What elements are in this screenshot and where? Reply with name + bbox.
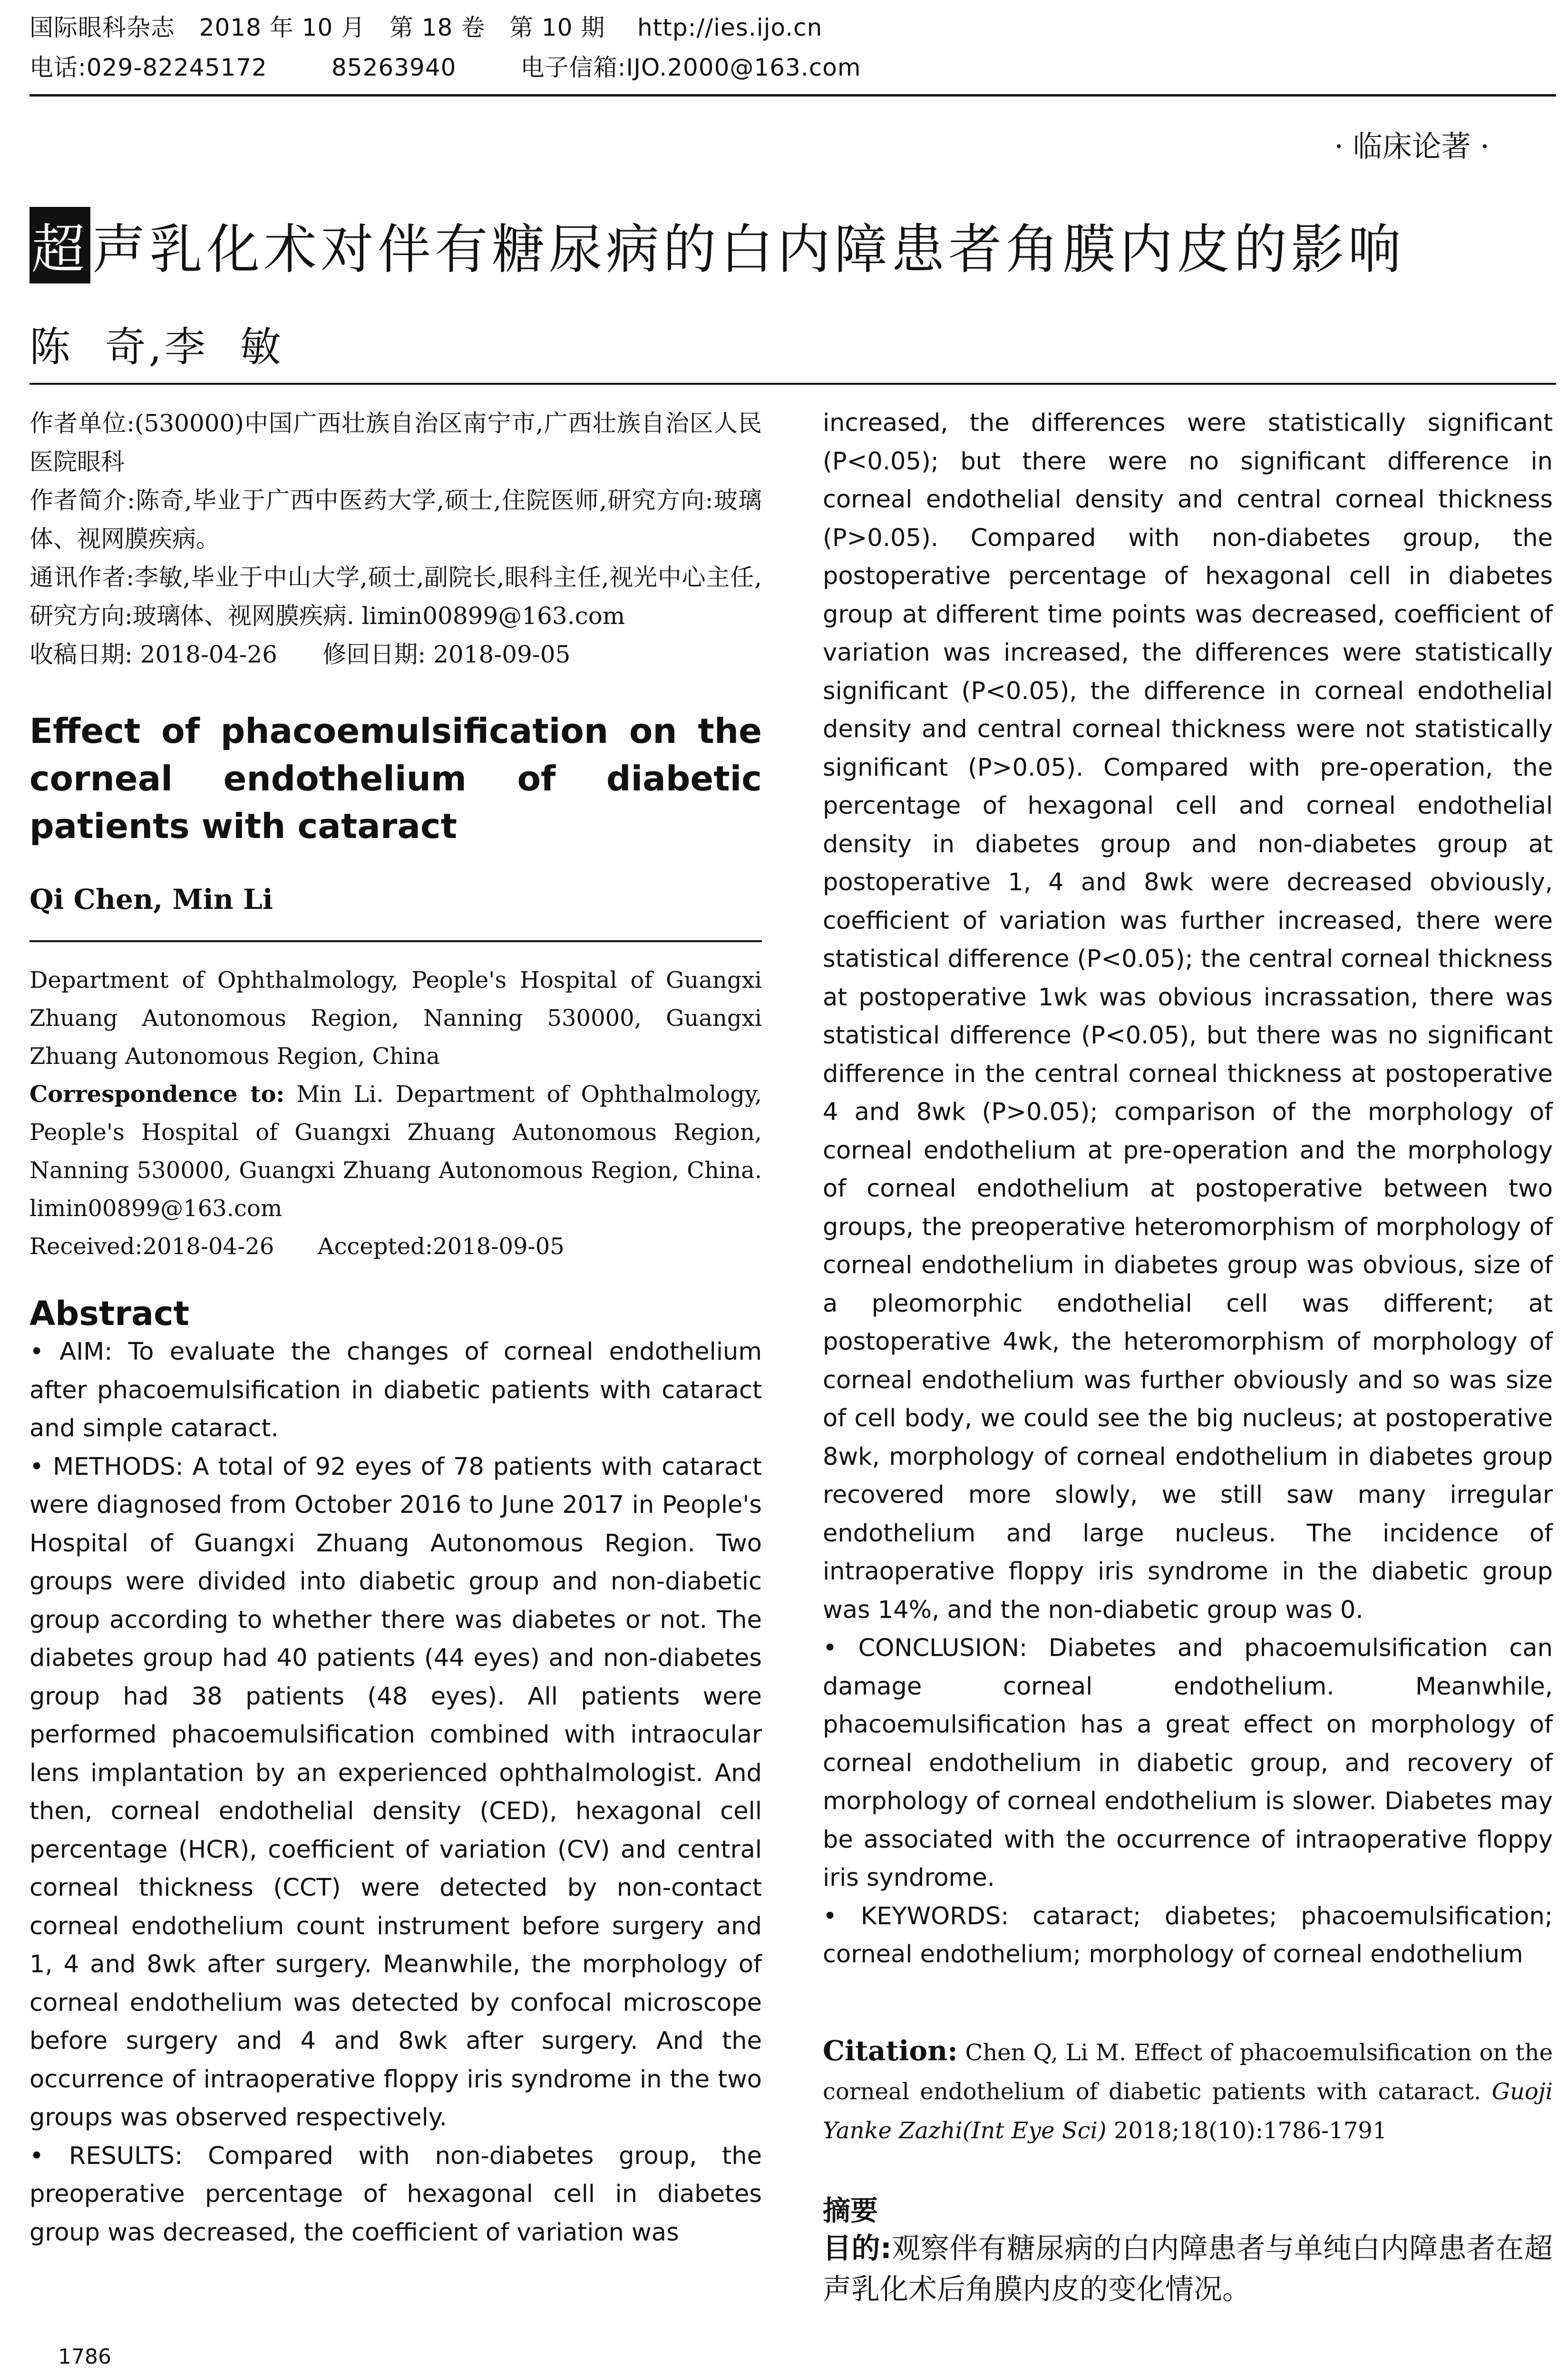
abstract-heading: Abstract [29, 1294, 190, 1333]
authors-cn: 陈 奇,李 敏 [29, 323, 284, 371]
affiliation-dept: Department of Ophthalmology, People's Hospital of Guangxi Zhuang Autonomous Region, Nanning 530000, Guangxi Zhuang Autonomous Region, China [29, 967, 762, 1070]
abstract-aim: • AIM: To evaluate the changes of corneal endothelium after phacoemulsification in diabetic patients with cataract and simple cataract. [29, 1338, 762, 1442]
abstract-left [29, 1333, 762, 2252]
cn-abstract-aim [823, 2228, 1553, 2310]
cn-aim-label: 目的: [823, 2231, 892, 2265]
article-title-cn [29, 207, 1405, 283]
right-column [823, 404, 1553, 2310]
page-number: 1786 [58, 2345, 111, 2369]
correspondence-text: Min Li. Department of Ophthalmology, People's Hospital of Guangxi Zhuang Autonomous Region, Nanning 530000, Guangxi Zhuang Autonomous Region, China. limin00899@163.com [29, 1081, 762, 1222]
dates-cn: 收稿日期: 2018-04-26 修回日期: 2018-09-05 [29, 641, 571, 668]
citation-text-2: 2018;18(10):1786-1791 [1106, 2117, 1387, 2144]
abstract-methods: • METHODS: A total of 92 eyes of 78 patients with cataract were diagnosed from October 2016 to June 2017 in People's Hospital of Guangxi Zhuang Autonomous Region. Two groups were divided into diabetic group and non-diabetic group according to whether there was diabetes or not. The diabetes group had 40 patients (44 eyes) and non-diabetes group had 38 patients (48 eyes). All patients were performed phacoemulsification combined with intraocular lens implantation by an experienced ophthalmologist. And then, corneal endothelial density (CED), hexagonal cell percentage (HCR), coefficient of variation (CV) and central corneal thickness (CCT) were detected by non-contact corneal endothelium count instrument before surgery and 1, 4 and 8wk after surgery. Meanwhile, the morphology of corneal endothelium was detected by confocal microscope before surgery and 4 and 8wk after surgery. And the occurrence of intraoperative floppy iris syndrome in the two groups was observed respectively. [29, 1452, 762, 2132]
dates-en: Received:2018-04-26 Accepted:2018-09-05 [29, 1233, 565, 1260]
authors-en: Qi Chen, Min Li [29, 883, 273, 916]
abstract-results-start: • RESULTS: Compared with non-diabetes group, the preoperative percentage of hexagonal cell in diabetes group was decreased, the coefficient of variation was [29, 2142, 762, 2247]
abstract-conclusion: • CONCLUSION: Diabetes and phacoemulsification can damage corneal endothelium. Meanwhile, phacoemulsification has a great effect on morphology of corneal endothelium in diabetic group, and recovery of morphology of corneal endothelium is slower. Diabetes may be associated with the occurrence of intraoperative floppy iris syndrome. [823, 1634, 1553, 1892]
cn-aim-text: 观察伴有糖尿病的白内障患者与单纯白内障患者在超声乳化术后角膜内皮的变化情况。 [823, 2231, 1553, 2306]
affiliation-rule [29, 940, 762, 942]
title-rest: 声乳化术对伴有糖尿病的白内障患者角膜内皮的影响 [92, 219, 1405, 281]
correspondence-label: Correspondence to: [29, 1081, 285, 1108]
author-bio: 作者简介:陈奇,毕业于广西中医药大学,硕士,住院医师,研究方向:玻璃体、视网膜疾病。 [29, 487, 762, 553]
citation-text-1: Chen Q, Li M. Effect of phacoemulsification on the corneal endothelium of diabetic patients with cataract. [823, 2039, 1553, 2105]
abstract-keywords: • KEYWORDS: cataract; diabetes; phacoemulsification; corneal endothelium; morphology of corneal endothelium [823, 1902, 1553, 1968]
affiliation-en [29, 961, 762, 1266]
abstract-right [823, 404, 1553, 1974]
header-rule [29, 94, 1556, 97]
cn-abstract-heading: 摘要 [823, 2194, 878, 2227]
left-column [29, 404, 762, 2252]
author-info-cn [29, 404, 762, 674]
citation-journal: Guoji Yanke Zazhi(Int Eye Sci) [823, 2078, 1553, 2144]
article-title-en: Effect of phacoemulsification on the corneal endothelium of diabetic patients with cataract [29, 711, 762, 846]
citation [823, 2031, 1553, 2150]
title-highlight-char: 超 [29, 207, 90, 283]
title-rule [29, 383, 1556, 385]
section-tag: · 临床论著 · [1334, 129, 1490, 164]
correspondence-en [29, 1075, 762, 1227]
corresponding-author: 通讯作者:李敏,毕业于中山大学,硕士,副院长,眼科主任,视光中心主任,研究方向:玻璃体、视网膜疾病. limin00899@163.com [29, 564, 762, 630]
header-line-1: 国际眼科杂志 2018 年 10 月 第 18 卷 第 10 期 http://ies.ijo.cn [29, 14, 823, 41]
header-line-2: 电话:029-82245172 85263940 电子信箱:IJO.2000@163.com [29, 54, 861, 81]
abstract-results-cont: increased, the differences were statistically significant (P<0.05); but there were no significant difference in corneal endothelial density and central corneal thickness (P>0.05). Compared with non-diabetes group, the postoperative percentage of hexagonal cell in diabetes group at different time points was decreased, coefficient of variation was increased, the differences were statistically significant (P<0.05), the difference in corneal endothelial density and central corneal thickness were not statistically significant (P>0.05). Compared with pre-operation, the percentage of hexagonal cell and corneal endothelial density in diabetes group and non-diabetes group at postoperative 1, 4 and 8wk were decreased obviously, coefficient of variation was further increased, there were statistical difference (P<0.05); the central corneal thickness at postoperative 1wk was obvious incrassation, there was statistical difference (P<0.05), but there was no significant difference in the central corneal thickness at postoperative 4 and 8wk (P>0.05); comparison of the morphology of corneal endothelium at pre-operation and the morphology of corneal endothelium at postoperative between two groups, the preoperative heteromorphism of morphology of corneal endothelium in diabetes group was obvious, size of a pleomorphic endothelial cell was different; at postoperative 4wk, the heteromorphism of morphology of corneal endothelium was further obviously and so was size of cell body, we could see the big nucleus; at postoperative 8wk, morphology of corneal endothelium in diabetes group recovered more slowly, we still saw many irregular endothelium and large nucleus. The incidence of intraoperative floppy iris syndrome in the diabetic group was 14%, and the non-diabetic group was 0. [823, 409, 1553, 1624]
citation-label: Citation: [823, 2034, 958, 2067]
author-unit: 作者单位:(530000)中国广西壮族自治区南宁市,广西壮族自治区人民医院眼科 [29, 409, 762, 476]
